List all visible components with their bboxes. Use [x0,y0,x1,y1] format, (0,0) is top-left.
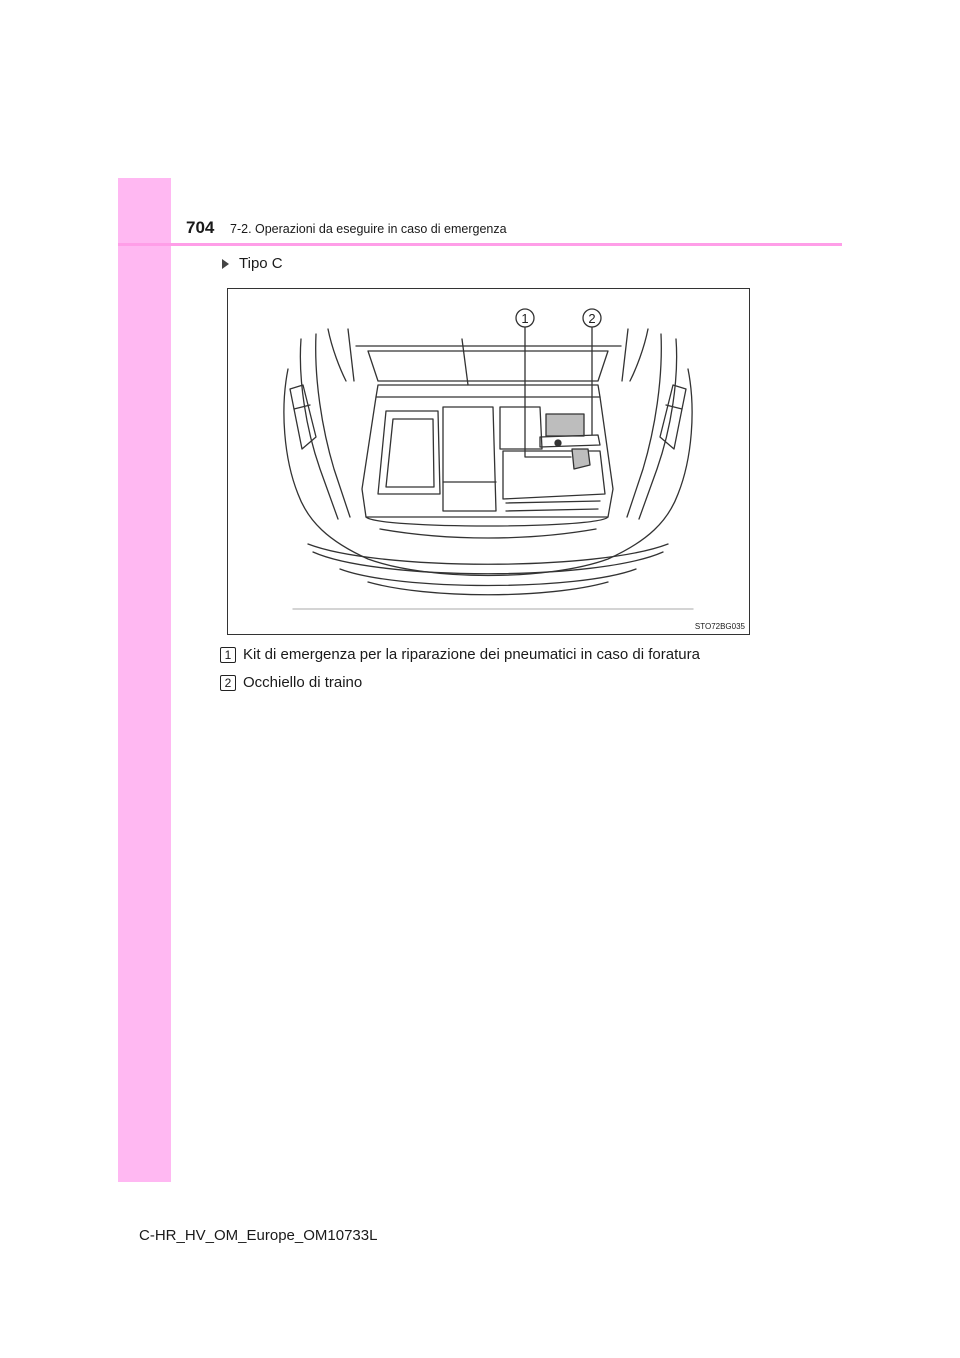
header-divider [118,243,842,246]
legend-text: Occhiello di traino [243,674,363,691]
callout-label-1: 1 [521,311,529,326]
page-number: 704 [186,218,215,237]
subheading [222,255,283,272]
legend-number-badge: 1 [220,647,236,663]
car-trunk-illustration [228,289,749,634]
figure-code: STO72BG035 [694,622,745,631]
legend-number-badge: 2 [220,675,236,691]
subheading-text: Tipo C [239,255,283,272]
legend-text: Kit di emergenza per la riparazione dei pneumatici in caso di foratura [243,646,700,663]
footer-document-id: C-HR_HV_OM_Europe_OM10733L [139,1227,378,1244]
triangle-bullet-icon [222,259,229,269]
section-title: 7-2. Operazioni da eseguire in caso di emergenza [230,222,507,236]
side-tab-bar [118,178,171,1182]
callout-label-2: 2 [588,311,596,326]
legend-item [220,674,362,691]
illustration-frame [227,288,750,635]
legend-item [220,646,700,663]
